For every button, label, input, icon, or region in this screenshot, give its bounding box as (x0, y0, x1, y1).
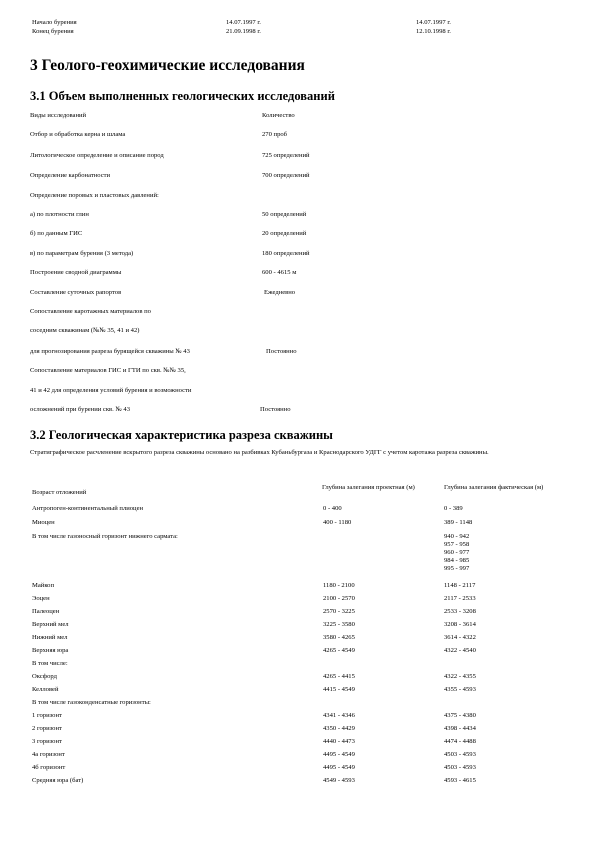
design-cell: 3225 - 3580 (323, 621, 355, 628)
list-item (0, 269, 595, 279)
list-item (0, 327, 595, 337)
research-type: Составление суточных рапортов (30, 289, 122, 296)
table-row (0, 519, 595, 529)
age-cell: В том числе газоносный горизонт нижнего сармата: (32, 533, 178, 540)
table-row (0, 777, 595, 787)
actual-cell: 4503 - 4593 (444, 764, 476, 771)
age-cell: Антропоген-континентальный плиоцен (32, 505, 144, 512)
table-row (0, 533, 595, 578)
research-type: а) по плотности глин (30, 211, 89, 218)
research-type: Сопоставление каротажных материалов по (30, 308, 151, 315)
actual-cell: 2533 - 3208 (444, 608, 476, 615)
table-row (0, 595, 595, 605)
actual-cell: 3614 - 4322 (444, 634, 476, 641)
subsection-1-title: 3.1 Объем выполненных геологических исследований (30, 89, 335, 103)
age-cell: Майкоп (32, 582, 55, 589)
design-cell: 0 - 400 (323, 505, 342, 512)
table-row (0, 582, 595, 592)
actual-cell: 389 - 1148 (444, 519, 473, 526)
drilling-start-plan: 14.07.1997 г. (226, 19, 261, 26)
list-item (0, 131, 595, 141)
research-type: Сопоставление материалов ГИС и ГТИ по скв. №№ 35, (30, 367, 186, 374)
research-qty: Постоянно (260, 406, 291, 413)
design-cell: 4495 - 4549 (323, 764, 355, 771)
research-qty: 600 - 4615 м (262, 269, 297, 276)
design-cell: 3580 - 4265 (323, 634, 355, 641)
actual-cell: 4375 - 4380 (444, 712, 476, 719)
design-cell: 4350 - 4429 (323, 725, 355, 732)
research-type: 41 и 42 для определения условий бурения и возможности (30, 387, 192, 394)
table-row (0, 660, 595, 670)
list-item (0, 192, 595, 202)
age-cell: Средняя юра (бат) (32, 777, 84, 784)
design-cell: 4495 - 4549 (323, 751, 355, 758)
research-type: в) по параметрам бурения (3 метода) (30, 250, 134, 257)
research-type: осложнений при бурении скв. № 43 (30, 406, 130, 413)
age-cell: Палеоцен (32, 608, 60, 615)
col-type-header: Виды исследований (30, 112, 87, 119)
table-row (0, 621, 595, 631)
design-cell: 2570 - 3225 (323, 608, 355, 615)
list-item (0, 250, 595, 260)
actual-cell: 4322 - 4540 (444, 647, 476, 654)
col-actual-header: Глубина залегания фактическая (м) (444, 484, 544, 491)
table-row (0, 686, 595, 696)
table-row (0, 634, 595, 644)
research-qty: 700 определений (262, 172, 310, 179)
research-qty: 50 определений (262, 211, 307, 218)
actual-cell: 4503 - 4593 (444, 751, 476, 758)
list-item (0, 289, 595, 299)
research-type: соседним скважинам (№№ 35, 41 и 42) (30, 327, 140, 334)
actual-cell: 3208 - 3614 (444, 621, 476, 628)
design-cell: 400 - 1180 (323, 519, 352, 526)
age-cell: Келловей (32, 686, 59, 693)
table-row (0, 764, 595, 774)
design-cell: 4440 - 4473 (323, 738, 355, 745)
research-qty: 270 проб (262, 131, 288, 138)
table-row (0, 738, 595, 748)
design-cell: 4549 - 4593 (323, 777, 355, 784)
drilling-end-fact: 12.10.1998 г. (416, 28, 451, 35)
research-qty: Постоянно (266, 348, 297, 355)
actual-cell: 4322 - 4355 (444, 673, 476, 680)
section-title: 3 Геолого-геохимические исследования (30, 57, 305, 74)
list-item (0, 211, 595, 221)
design-cell: 1180 - 2100 (323, 582, 355, 589)
actual-cell: 940 - 942 957 - 958 960 - 977 984 - 985 995 - 997 (444, 533, 470, 572)
research-type: Определение поровых и пластовых давлений: (30, 192, 159, 199)
table-row (0, 712, 595, 722)
age-cell: В том числе газоконденсатные горизонты: (32, 699, 151, 706)
table-row (0, 673, 595, 683)
table-row (0, 608, 595, 618)
research-type: б) по данным ГИС (30, 230, 83, 237)
list-item (0, 406, 595, 416)
research-qty: 180 определений (262, 250, 310, 257)
research-type: Отбор и обработка керна и шлама (30, 131, 126, 138)
age-cell: 3 горизонт (32, 738, 62, 745)
drilling-start-fact: 14.07.1997 г. (416, 19, 451, 26)
subsection-2-title: 3.2 Геологическая характеристика разреза скважины (30, 428, 333, 442)
list-item (0, 348, 595, 358)
design-cell: 4265 - 4549 (323, 647, 355, 654)
design-cell: 4341 - 4346 (323, 712, 355, 719)
list-item (0, 172, 595, 182)
drilling-end-plan: 21.09.1998 г. (226, 28, 261, 35)
research-type: Построение сводной диаграммы (30, 269, 122, 276)
design-cell: 4415 - 4549 (323, 686, 355, 693)
drilling-start-label: Начало бурения (32, 19, 77, 26)
age-cell: Миоцен (32, 519, 55, 526)
research-type: Определение карбонатности (30, 172, 111, 179)
table-row (0, 725, 595, 735)
research-qty: 20 определений (262, 230, 307, 237)
list-item (0, 152, 595, 162)
col-design-header: Глубина залегания проектная (м) (322, 484, 415, 491)
table-row (0, 751, 595, 761)
actual-cell: 4398 - 4434 (444, 725, 476, 732)
age-cell: Нижний мел (32, 634, 68, 641)
design-cell: 2100 - 2570 (323, 595, 355, 602)
list-item (0, 230, 595, 240)
drilling-end-label: Конец бурения (32, 28, 74, 35)
age-cell: В том числе: (32, 660, 68, 667)
table-row (0, 505, 595, 515)
actual-cell: 4474 - 4488 (444, 738, 476, 745)
age-cell: Верхний мел (32, 621, 69, 628)
col-quantity-header: Количество (262, 112, 295, 119)
list-item (0, 367, 595, 377)
age-cell: Оксфорд (32, 673, 57, 680)
research-type: для прогнозирования разреза бурящейся скважины № 43 (30, 348, 190, 355)
actual-cell: 4593 - 4615 (444, 777, 476, 784)
design-cell: 4265 - 4415 (323, 673, 355, 680)
research-type: Литологическое определение и описание пород (30, 152, 164, 159)
actual-cell: 2117 - 2533 (444, 595, 476, 602)
table-row (0, 699, 595, 709)
actual-cell: 4355 - 4593 (444, 686, 476, 693)
col-age-header: Возраст отложений (32, 489, 87, 496)
actual-cell: 0 - 389 (444, 505, 463, 512)
age-cell: 1 горизонт (32, 712, 62, 719)
list-item (0, 387, 595, 397)
age-cell: Верхняя юра (32, 647, 69, 654)
research-qty: 725 определений (262, 152, 310, 159)
age-cell: Эоцен (32, 595, 50, 602)
table-row (0, 647, 595, 657)
list-item (0, 308, 595, 318)
research-qty: Ежедневно (264, 289, 296, 296)
age-cell: 2 горизонт (32, 725, 62, 732)
age-cell: 4б горизонт (32, 764, 66, 771)
age-cell: 4а горизонт (32, 751, 65, 758)
actual-cell: 1148 - 2117 (444, 582, 476, 589)
intro-paragraph: Стратиграфическое расчленение вскрытого разреза скважины основано на разбивках Кубаньбургаза и Краснодарского УДГГ с учетом каротажа разреза скважины. (30, 449, 489, 456)
